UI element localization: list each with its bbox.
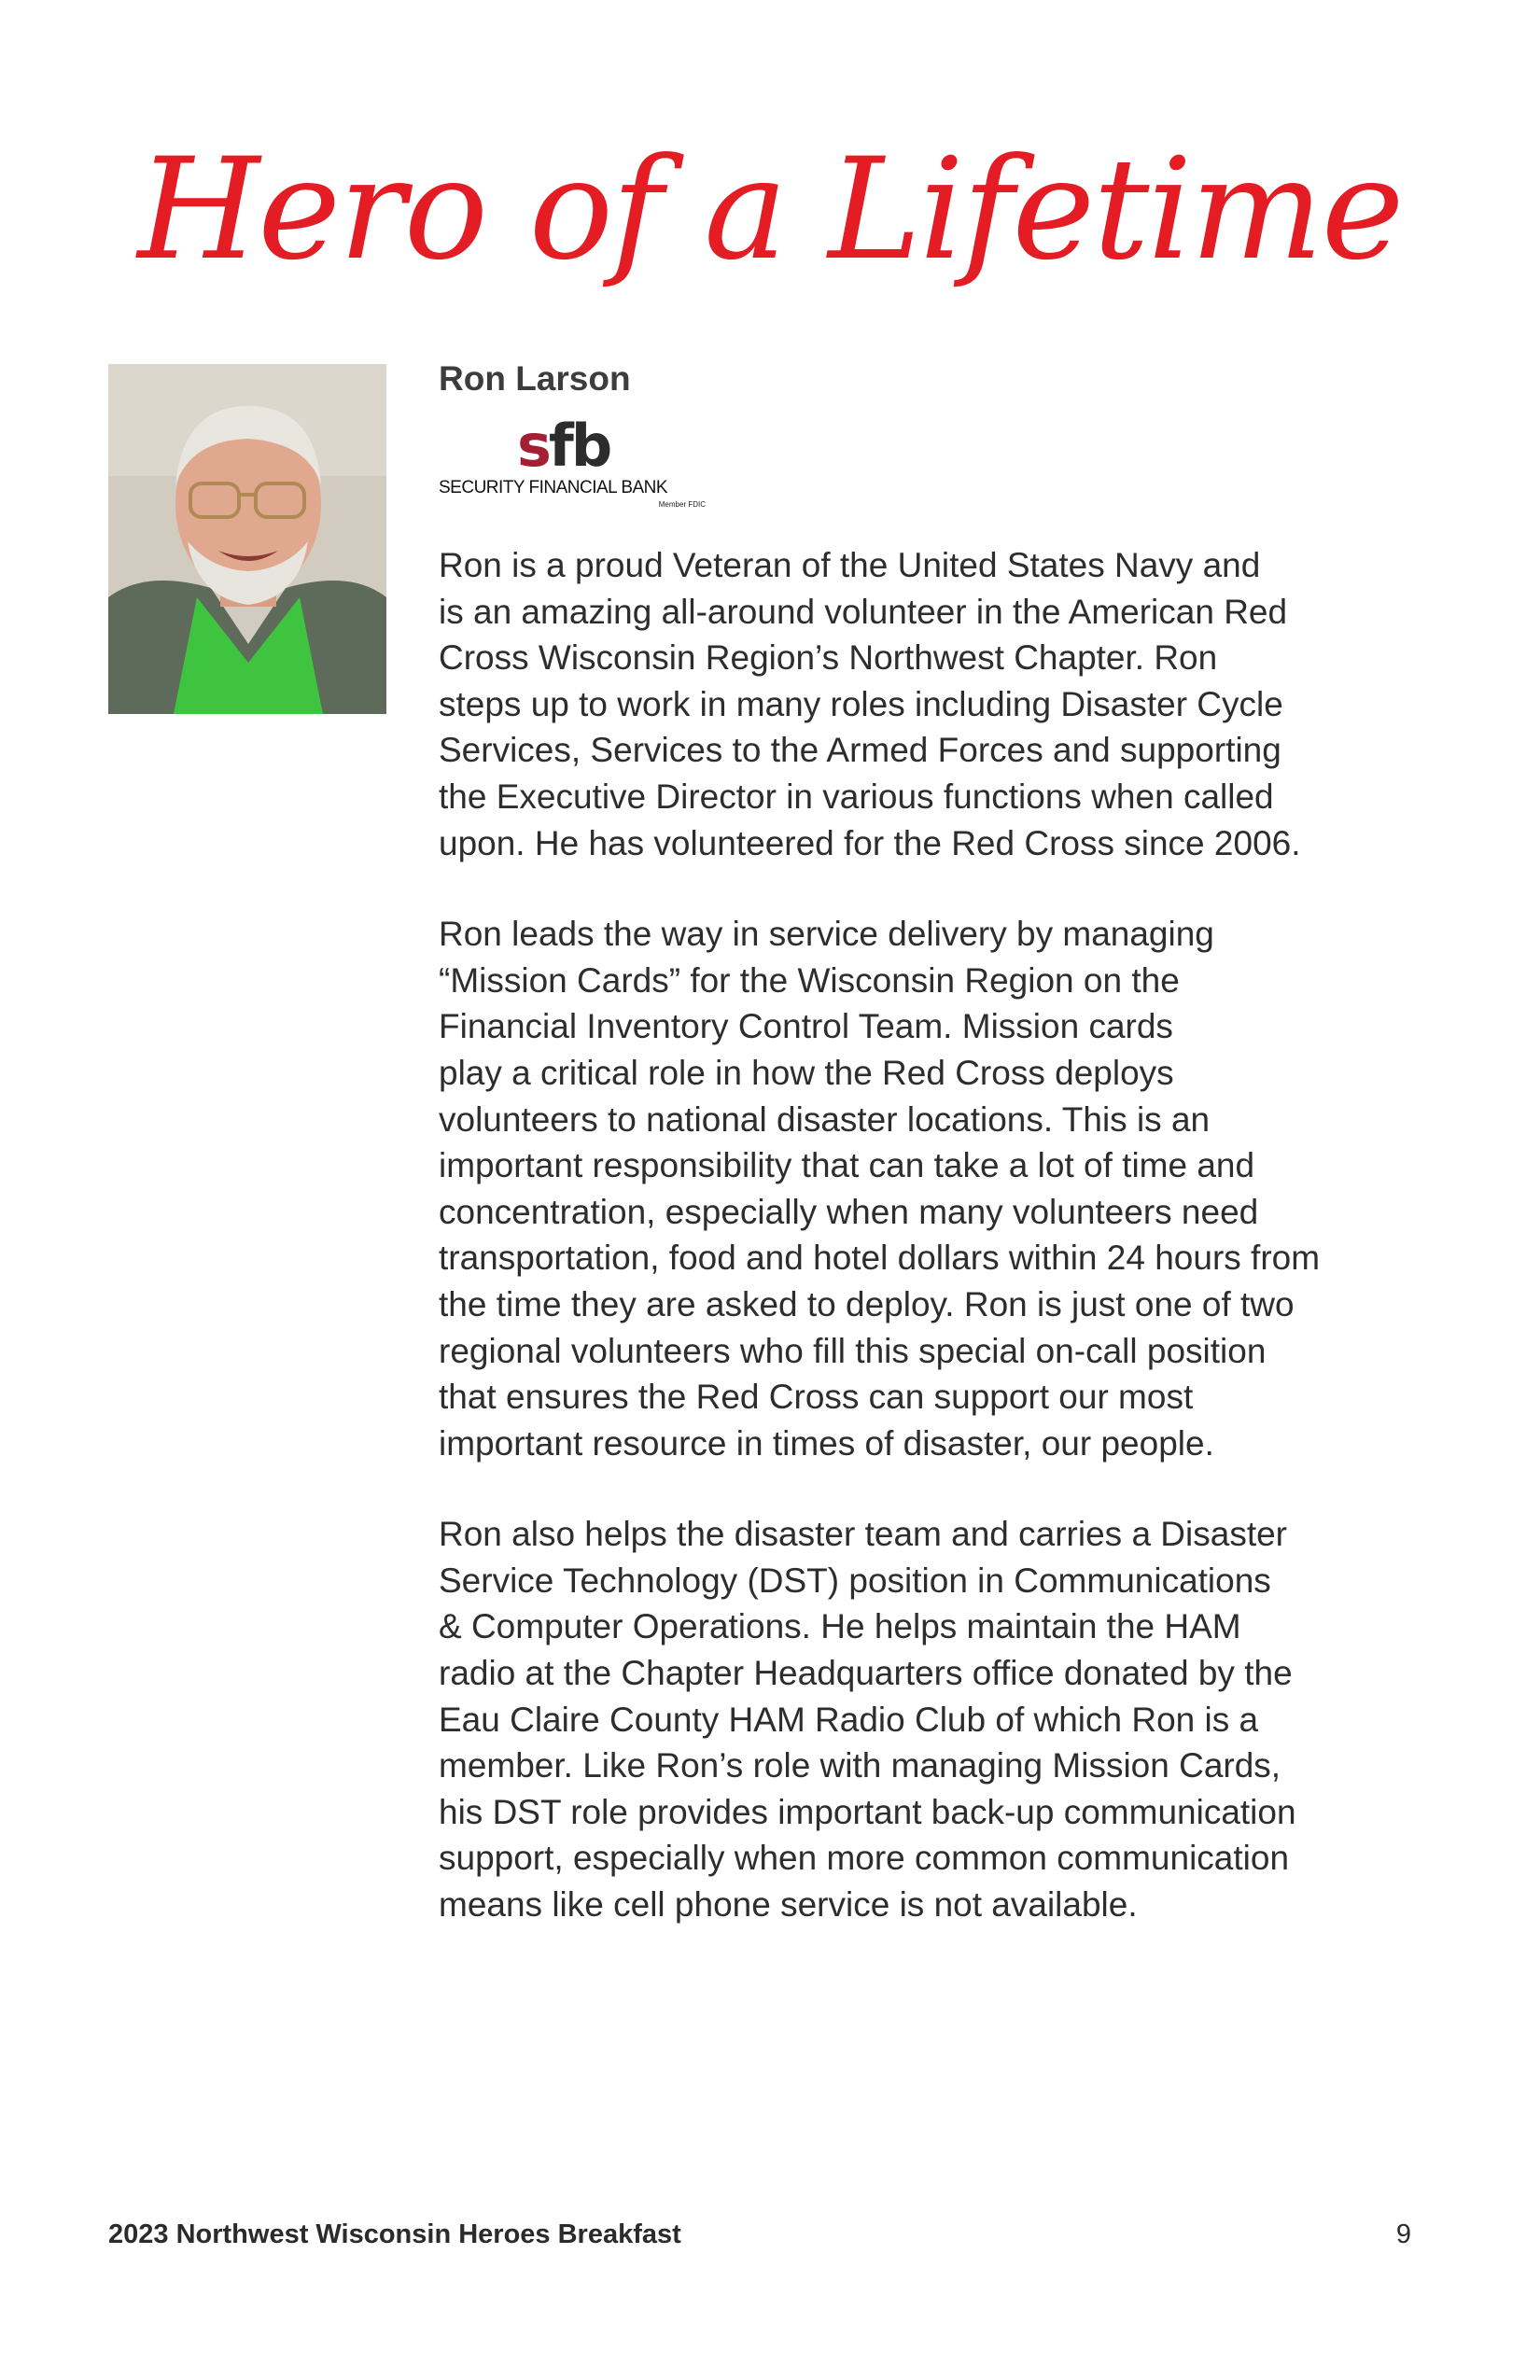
paragraph-line: play a critical role in how the Red Cross deploys (439, 1053, 1174, 1092)
paragraph-line: steps up to work in many roles including Disaster Cycle (439, 684, 1283, 723)
page-title: Hero of a Lifetime (137, 129, 1403, 291)
paragraph-line: regional volunteers who fill this special on-call position (439, 1331, 1267, 1370)
honoree-name: Ron Larson (439, 359, 631, 398)
paragraph-line: & Computer Operations. He helps maintain the HAM (439, 1607, 1241, 1646)
paragraph-line: transportation, food and hotel dollars within 24 hours from (439, 1239, 1321, 1278)
paragraph-line: means like cell phone service is not available. (439, 1885, 1138, 1925)
article-content (439, 355, 1409, 1928)
paragraph-line: volunteers to national disaster locations. This is an (439, 1099, 1211, 1139)
sponsor-tagline: Member FDIC (658, 500, 706, 509)
sponsor-name: SECURITY FINANCIAL BANK (439, 478, 668, 497)
paragraph-line: important resource in times of disaster, our people. (439, 1423, 1214, 1463)
footer-event-title: 2023 Northwest Wisconsin Heroes Breakfast (108, 2219, 681, 2249)
paragraph-line: Service Technology (DST) position in Communications (439, 1561, 1271, 1600)
paragraph-line: his DST role provides important back-up communication (439, 1792, 1296, 1831)
logo-letters-fb: fb (548, 412, 610, 480)
paragraph-line: “Mission Cards” for the Wisconsin Region on the (439, 960, 1180, 1000)
paragraph-1 (439, 542, 1409, 866)
paragraph-line: concentration, especially when many volunteers need (439, 1192, 1259, 1231)
paragraph-3 (439, 1511, 1409, 1927)
paragraph-line: support, especially when more common communication (439, 1839, 1290, 1878)
paragraph-line: member. Like Ron’s role with managing Mission Cards, (439, 1746, 1281, 1785)
paragraph-line: the time they are asked to deploy. Ron is just one of two (439, 1284, 1295, 1323)
paragraph-line: radio at the Chapter Headquarters office donated by the (439, 1654, 1293, 1693)
paragraph-line: upon. He has volunteered for the Red Cross since 2006. (439, 823, 1301, 862)
portrait-photo (108, 364, 386, 714)
paragraph-line: important responsibility that can take a lot of time and (439, 1146, 1255, 1185)
paragraph-line: the Executive Director in various functions when called (439, 777, 1274, 816)
sfb-logo-mark (517, 412, 610, 480)
paragraph-2 (439, 911, 1409, 1466)
paragraph-line: that ensures the Red Cross can support our most (439, 1378, 1194, 1417)
page-number: 9 (1395, 2219, 1411, 2249)
sponsor-logo (439, 412, 709, 510)
paragraph-line: Financial Inventory Control Team. Mission cards (439, 1007, 1173, 1046)
paragraph-line: Ron leads the way in service delivery by managing (439, 915, 1214, 954)
paragraph-line: Eau Claire County HAM Radio Club of which Ron is a (439, 1700, 1259, 1739)
paragraph-line: Ron also helps the disaster team and carries a Disaster (439, 1515, 1287, 1554)
paragraph-line: Ron is a proud Veteran of the United States Navy and (439, 546, 1261, 584)
logo-letter-s: s (517, 412, 549, 480)
paragraph-line: Services, Services to the Armed Forces and supporting (439, 731, 1281, 770)
paragraph-line: Cross Wisconsin Region’s Northwest Chapter. Ron (439, 638, 1218, 678)
paragraph-line: is an amazing all-around volunteer in the American Red (439, 592, 1288, 631)
